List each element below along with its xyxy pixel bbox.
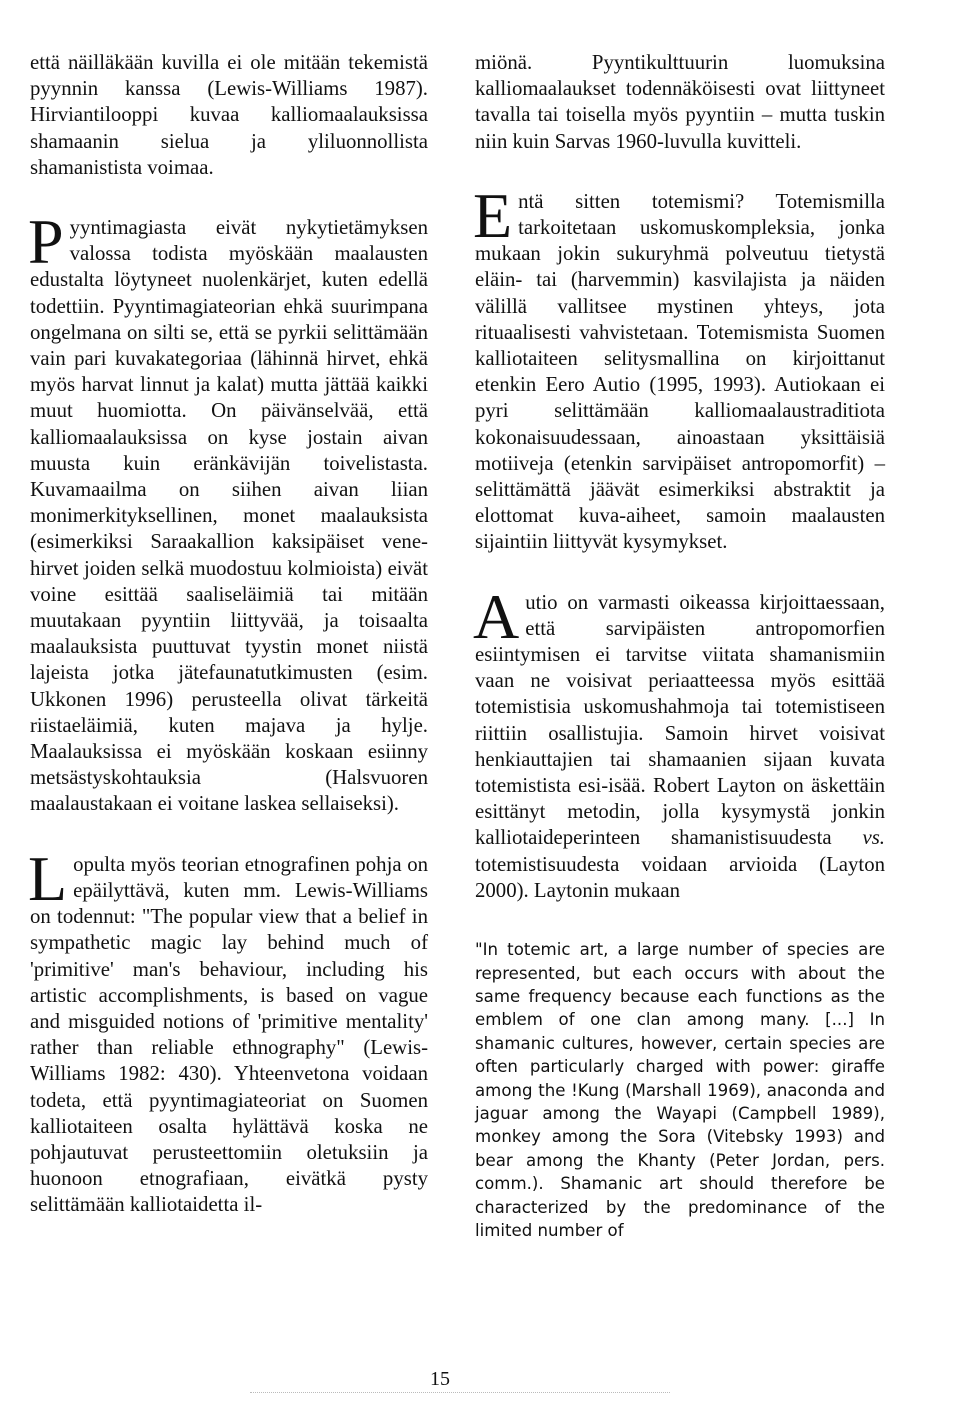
footer-rule <box>250 1392 670 1393</box>
page-number: 15 <box>430 1368 450 1390</box>
paragraph-text: opulta myös teorian etnografinen pohja on epäilyttävä, kuten mm. Lewis-Williams on todennut: "The popular view that a belief in sympathetic magic lay behind much of 'primitive' man's behaviour, including his artistic accomplishments, is based on vague and misguided notions of 'primitive mentality' rather than reliable ethnography" (Lewis-Williams 1982: 430). Yhteenvetona voidaan todeta, että pyyntimagiateoriat on Suomen kalliotaiteen osalta hylättävä koska ne pohjautuvat perusteettomiin oletuksiin ja huonoon etnografiaan, eivätkä pysty selittämään kalliotaidetta il- <box>30 852 428 1217</box>
paragraph: miönä. Pyyntikulttuurin luomuksina kalliomaalaukset todennäköisesti ovat liittyneet tavalla tai toisella myös pyyntiin – mutta tuskin niin kuin Sarvas 1960-luvulla kuvitteli. <box>475 51 885 153</box>
paragraph <box>473 179 885 556</box>
paragraph: että näilläkään kuvilla ei ole mitään tekemistä pyynnin kanssa (Lewis-Williams 1987). Hirviantilooppi kuvaa kalliomaalauksissa shamaanin sielua ja yliluonnollista shamanistista voimaa. <box>30 51 428 179</box>
paragraph-text: totemistisuudesta voidaan arvioida (Layton 2000). Laytonin mukaan <box>475 852 885 902</box>
emphasis: vs. <box>862 826 885 850</box>
drop-cap: A <box>473 580 520 652</box>
drop-cap: L <box>28 842 68 914</box>
paragraph-text: yyntimagiasta eivät nykytietämyksen valossa todista myöskään maalausten edustalta löytyneet nuolenkärjet, kuten edellä todettiin. Pyyntimagiateorian ehkä suurimpana ongelmana on silti se, että se pyrkii selittämään vain pari kuvakategoriaa (lähinnä hirvet, ehkä myös harvat linnut ja kalat) mutta jättää kaikki muut huomiotta. On päivänselvää, että kalliomaalauksissa on kyse jostain aivan muusta kuin eränkävijän toivelistasta. Kuvamaailma on siihen aivan liian monimerkityksellinen, monet maalauksista (esimerkiksi Saraakallion kaksipäiset vene-hirvet joiden selkä muodostuu kolmioista) eivät voine esittää saaliseläimiä tai mitään muutakaan pyyntiin liittyvää, ja toisaalta maalauksista puuttuvat tyystin monet niistä lajeista jotka jätefaunatutkimusten (esim. Ukkonen 1996) perusteella olivat tärkeitä riistaeläimiä, kuten majava ja hylje. Maalauksissa ei myöskään koskaan esiinny metsästyskohtauksia (Halsvuoren maalaustakaan ei voitane laskea sellaiseksi). <box>30 216 428 816</box>
left-column <box>30 50 428 1219</box>
drop-cap: P <box>28 206 64 278</box>
drop-cap: E <box>473 179 513 251</box>
paragraph-text: utio on varmasti oikeassa kirjoittaessaan, että sarvipäisten antropomorfien esiintymisen ei tarvitse viitata shamanismiin vaan ne voisivat periaatteessa myös esittää totemistisia uskomushahmoja tai totemistiseen riittiin osallistujia. Samoin hirvet voisivat henkiauttajien tai shamaanien sijaan kuvata totemistista esi-isää. Robert Layton on äskettäin esittänyt metodin, jolla kysymystä jonkin kalliotaideperinteen shamanistisuudesta <box>475 590 885 850</box>
block-quote: "In totemic art, a large number of species are represented, but each occurs with about the same frequency because each functions as the emblem of one clan among many. [...] In shamanic cultures, however, certain species are often particularly charged with power: giraffe among the !Kung (Marshall 1969), anaconda and jaguar among the Wayapi (Campbell 1989), monkey among the Sora (Vitebsky 1993) and bear among the Khanty (Peter Jordan, pers. comm.). Shamanic art should therefore be characterized by the predominance of the limited number of <box>475 940 885 1240</box>
right-column <box>475 50 885 1242</box>
paragraph <box>473 580 885 904</box>
paragraph-text: ntä sitten totemismi? Totemismilla tarkoitetaan uskomuskompleksia, jonka mukaan jokin sukuryhmä polveutuu tietystä eläin- tai (harvemmin) kasvilajista ja näiden välillä vallitsee mystinen yhteys, jota rituaalisesti vahvistetaan. Totemismista Suomen kalliotaiteen selitysmallina on kirjoittanut etenkin Eero Autio (1995, 1993). Autiokaan ei pyri selittämään kalliomaalaustraditiota kokonaisuudessaan, ainoastaan yksittäisiä motiiveja (etenkin sarvipäiset antropomorfit) – selittämättä jäävät esimerkiksi abstraktit ja elottomat kuva-aiheet, samoin maalausten sijaintiin liittyvät kysymykset. <box>475 189 885 554</box>
paragraph <box>28 206 428 818</box>
paragraph <box>28 842 428 1219</box>
